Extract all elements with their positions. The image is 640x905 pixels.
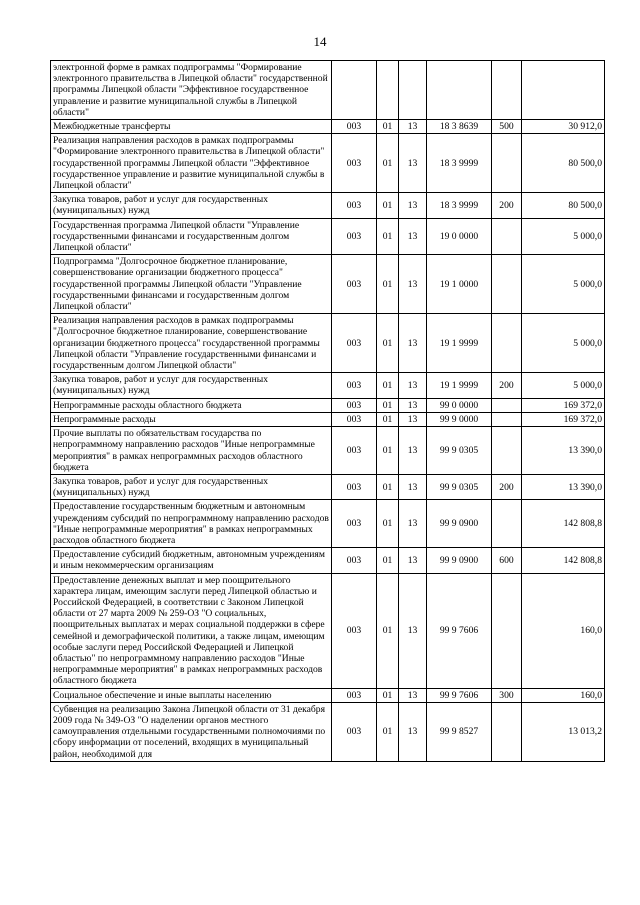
table-row: [51, 218, 605, 255]
subsection-code-cell: 13: [399, 120, 427, 134]
expense-type-cell: [492, 427, 522, 475]
section-code-cell: 01: [377, 398, 399, 412]
target-item-cell: 19 1 9999: [427, 373, 492, 398]
expense-type-cell: 200: [492, 373, 522, 398]
subsection-code-cell: 13: [399, 412, 427, 426]
amount-cell: 13 390,0: [522, 427, 605, 475]
subsection-code-cell: 13: [399, 548, 427, 573]
expense-type-cell: [492, 218, 522, 255]
table-row: [51, 134, 605, 193]
expense-name-cell: Закупка товаров, работ и услуг для государственных (муниципальных) нужд: [51, 474, 332, 499]
target-item-cell: 18 3 9999: [427, 134, 492, 193]
expense-type-cell: [492, 398, 522, 412]
amount-cell: 5 000,0: [522, 218, 605, 255]
subsection-code-cell: [399, 61, 427, 120]
expense-name-cell: Реализация направления расходов в рамках подпрограммы "Долгосрочное бюджетное планирование, совершенствование организации бюджетного процесса" государственной программы Липецкой области "Управление государственными финансами и государственным долгом Липецкой области": [51, 314, 332, 373]
subsection-code-cell: 13: [399, 314, 427, 373]
expense-type-cell: [492, 255, 522, 314]
amount-cell: 13 013,2: [522, 702, 605, 761]
expense-type-cell: [492, 134, 522, 193]
target-item-cell: 19 0 0000: [427, 218, 492, 255]
ministry-code-cell: 003: [332, 120, 377, 134]
section-code-cell: [377, 61, 399, 120]
amount-cell: 160,0: [522, 688, 605, 702]
budget-table-body: [51, 61, 605, 762]
table-row: [51, 688, 605, 702]
table-row: [51, 573, 605, 688]
ministry-code-cell: 003: [332, 573, 377, 688]
amount-cell: 169 372,0: [522, 398, 605, 412]
section-code-cell: 01: [377, 500, 399, 548]
amount-cell: 142 808,8: [522, 500, 605, 548]
expense-type-cell: 200: [492, 474, 522, 499]
ministry-code-cell: 003: [332, 702, 377, 761]
amount-cell: 160,0: [522, 573, 605, 688]
target-item-cell: [427, 61, 492, 120]
target-item-cell: 99 9 0900: [427, 500, 492, 548]
section-code-cell: 01: [377, 412, 399, 426]
expense-type-cell: 200: [492, 193, 522, 218]
target-item-cell: 99 9 0305: [427, 474, 492, 499]
target-item-cell: 99 9 8527: [427, 702, 492, 761]
expense-name-cell: Государственная программа Липецкой области "Управление государственными финансами и государственным долгом Липецкой области": [51, 218, 332, 255]
expense-name-cell: Прочие выплаты по обязательствам государства по непрограммному направлению расходов "Иные непрограммные мероприятия" в рамках непрограммных расходов областного бюджета: [51, 427, 332, 475]
expense-name-cell: Социальное обеспечение и иные выплаты населению: [51, 688, 332, 702]
subsection-code-cell: 13: [399, 427, 427, 475]
table-row: [51, 427, 605, 475]
expense-name-cell: Предоставление денежных выплат и мер поощрительного характера лицам, имеющим заслуги перед Липецкой областью и Российской Федерацией, в соответствии с Законом Липецкой области от 27 марта 2009 № 259-ОЗ "О социальных, поощрительных выплатах и мерах социальной поддержки в сфере семейной и демографической политики, а также лицам, имеющим особые заслуги перед Российской Федерацией и Липецкой областью" по непрограммному направлению расходов "Иные непрограммные мероприятия" в рамках непрограммных расходов областного бюджета: [51, 573, 332, 688]
subsection-code-cell: 13: [399, 474, 427, 499]
target-item-cell: 99 9 0305: [427, 427, 492, 475]
amount-cell: 169 372,0: [522, 412, 605, 426]
ministry-code-cell: 003: [332, 134, 377, 193]
expense-name-cell: Реализация направления расходов в рамках подпрограммы "Формирование электронного правительства в Липецкой области" государственной программы Липецкой области "Эффективное государственное управление и развитие муниципальной службы в Липецкой области": [51, 134, 332, 193]
subsection-code-cell: 13: [399, 218, 427, 255]
subsection-code-cell: 13: [399, 193, 427, 218]
table-row: [51, 702, 605, 761]
ministry-code-cell: 003: [332, 500, 377, 548]
subsection-code-cell: 13: [399, 500, 427, 548]
subsection-code-cell: 13: [399, 702, 427, 761]
expense-name-cell: электронной форме в рамках подпрограммы "Формирование электронного правительства в Липецкой области" государственной программы Липецкой области "Эффективное государственное управление и развитие муниципальной службы в Липецкой области": [51, 61, 332, 120]
table-row: [51, 314, 605, 373]
amount-cell: 5 000,0: [522, 255, 605, 314]
expense-type-cell: [492, 573, 522, 688]
expense-type-cell: [492, 500, 522, 548]
section-code-cell: 01: [377, 193, 399, 218]
subsection-code-cell: 13: [399, 688, 427, 702]
section-code-cell: 01: [377, 573, 399, 688]
section-code-cell: 01: [377, 314, 399, 373]
target-item-cell: 99 9 7606: [427, 573, 492, 688]
ministry-code-cell: 003: [332, 427, 377, 475]
amount-cell: 5 000,0: [522, 314, 605, 373]
ministry-code-cell: 003: [332, 193, 377, 218]
amount-cell: 13 390,0: [522, 474, 605, 499]
ministry-code-cell: 003: [332, 412, 377, 426]
expense-type-cell: [492, 314, 522, 373]
expense-type-cell: 500: [492, 120, 522, 134]
expense-name-cell: Субвенция на реализацию Закона Липецкой области от 31 декабря 2009 года № 349-ОЗ "О наделении органов местного самоуправления отдельными государственными полномочиями по сбору информации от поселений, входящих в муниципальный район, необходимой для: [51, 702, 332, 761]
amount-cell: 142 808,8: [522, 548, 605, 573]
expense-type-cell: [492, 412, 522, 426]
ministry-code-cell: 003: [332, 218, 377, 255]
page-number: 14: [313, 34, 327, 49]
amount-cell: [522, 61, 605, 120]
ministry-code-cell: 003: [332, 314, 377, 373]
amount-cell: 30 912,0: [522, 120, 605, 134]
table-row: [51, 412, 605, 426]
table-row: [51, 373, 605, 398]
subsection-code-cell: 13: [399, 134, 427, 193]
table-row: [51, 474, 605, 499]
expense-name-cell: Закупка товаров, работ и услуг для государственных (муниципальных) нужд: [51, 193, 332, 218]
target-item-cell: 19 1 0000: [427, 255, 492, 314]
section-code-cell: 01: [377, 427, 399, 475]
table-row: [51, 398, 605, 412]
table-row: [51, 61, 605, 120]
target-item-cell: 99 0 0000: [427, 398, 492, 412]
ministry-code-cell: 003: [332, 548, 377, 573]
target-item-cell: 99 9 0900: [427, 548, 492, 573]
section-code-cell: 01: [377, 688, 399, 702]
amount-cell: 5 000,0: [522, 373, 605, 398]
expense-name-cell: Предоставление субсидий бюджетным, автономным учреждениям и иным некоммерческим организациям: [51, 548, 332, 573]
subsection-code-cell: 13: [399, 255, 427, 314]
expense-name-cell: Непрограммные расходы областного бюджета: [51, 398, 332, 412]
subsection-code-cell: 13: [399, 373, 427, 398]
expense-name-cell: Непрограммные расходы: [51, 412, 332, 426]
section-code-cell: 01: [377, 120, 399, 134]
section-code-cell: 01: [377, 218, 399, 255]
target-item-cell: 99 9 7606: [427, 688, 492, 702]
amount-cell: 80 500,0: [522, 193, 605, 218]
ministry-code-cell: 003: [332, 398, 377, 412]
ministry-code-cell: 003: [332, 688, 377, 702]
expense-name-cell: Предоставление государственным бюджетным и автономным учреждениям субсидий по непрограммному направлению расходов "Иные непрограммные мероприятия" в рамках непрограммных расходов областного бюджета: [51, 500, 332, 548]
expense-type-cell: [492, 61, 522, 120]
ministry-code-cell: 003: [332, 255, 377, 314]
section-code-cell: 01: [377, 134, 399, 193]
budget-table: [50, 60, 605, 762]
expense-name-cell: Подпрограмма "Долгосрочное бюджетное планирование, совершенствование организации бюджетного процесса" государственной программы Липецкой области "Управление государственными финансами и государственным долгом Липецкой области": [51, 255, 332, 314]
section-code-cell: 01: [377, 373, 399, 398]
expense-type-cell: [492, 702, 522, 761]
target-item-cell: 18 3 8639: [427, 120, 492, 134]
ministry-code-cell: 003: [332, 474, 377, 499]
table-row: [51, 500, 605, 548]
expense-name-cell: Межбюджетные трансферты: [51, 120, 332, 134]
target-item-cell: 19 1 9999: [427, 314, 492, 373]
table-row: [51, 120, 605, 134]
target-item-cell: 99 9 0000: [427, 412, 492, 426]
section-code-cell: 01: [377, 255, 399, 314]
subsection-code-cell: 13: [399, 398, 427, 412]
expense-type-cell: 300: [492, 688, 522, 702]
expense-type-cell: 600: [492, 548, 522, 573]
ministry-code-cell: 003: [332, 373, 377, 398]
ministry-code-cell: [332, 61, 377, 120]
target-item-cell: 18 3 9999: [427, 193, 492, 218]
section-code-cell: 01: [377, 702, 399, 761]
amount-cell: 80 500,0: [522, 134, 605, 193]
section-code-cell: 01: [377, 474, 399, 499]
section-code-cell: 01: [377, 548, 399, 573]
table-row: [51, 548, 605, 573]
subsection-code-cell: 13: [399, 573, 427, 688]
table-row: [51, 193, 605, 218]
table-row: [51, 255, 605, 314]
expense-name-cell: Закупка товаров, работ и услуг для государственных (муниципальных) нужд: [51, 373, 332, 398]
